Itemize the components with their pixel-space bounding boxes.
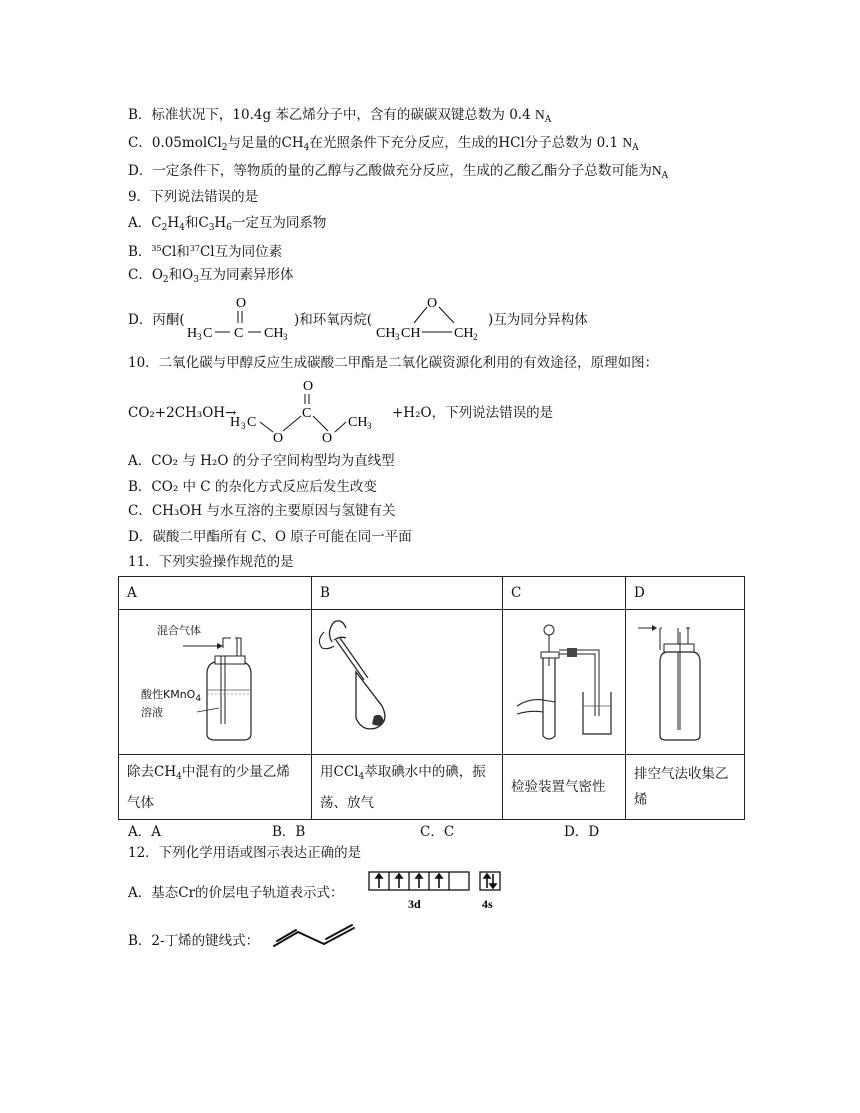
acetone-structure [184,290,294,340]
svg-text:H: H [230,415,241,430]
apparatus-b-cell [312,610,503,755]
svg-text:C: C [203,326,213,340]
header-d: D [626,577,745,610]
dimethyl-carbonate-structure [228,376,388,446]
svg-text:O: O [427,296,438,311]
svg-text:O: O [303,379,314,394]
gas-collection-bottle-icon [626,610,744,750]
q12-option-a: A．基态Cr的价层电子轨道表示式： [128,885,344,901]
separatory-funnel-icon [312,610,502,750]
svg-text:O: O [236,296,247,311]
svg-text:3: 3 [283,332,288,340]
orbital-3d-label: 3d [408,897,421,911]
svg-text:C: C [302,406,312,421]
q8-option-b: B．标准状况下，10.4g 苯乙烯分子中，含有的碳碳双键总数为 0.4 $N_A$ [128,107,552,125]
header-a: A [119,577,312,610]
apparatus-a-cell [119,610,312,755]
mixed-gas-label: 混合气体 [157,624,201,637]
q9-option-d-middle: )和环氧丙烷( [294,312,373,328]
svg-text:CH: CH [454,326,474,340]
q11-stem: 11．下列实验操作规范的是 [128,554,294,570]
header-b: B [312,577,503,610]
q10-equation-right: +H₂O，下列说法错误的是 [392,405,554,421]
butene-skeletal-formula [270,920,362,950]
q9-option-b: B．$^{35}$Cl和$^{37}$Cl互为同位素 [128,244,283,260]
apparatus-c-cell [503,610,626,755]
svg-text:CH: CH [401,326,421,340]
q12-stem: 12．下列化学用语或图示表达正确的是 [128,845,362,861]
q8-option-c: C．0.05molCl$_2$与足量的$CH_4$在光照条件下充分反应，生成的HCl分子总数为 0.1 $N_A$ [128,135,639,153]
gas-washing-bottle-icon [119,612,311,752]
q11-option-d: D．D [564,824,600,840]
svg-text:H: H [187,326,198,340]
q9-option-d-suffix: )互为同分异构体 [488,312,588,328]
caption-b: 用CCl$_4$萃取碘水中的碘，振荡、放气 [312,755,503,820]
epoxypropane-structure [374,290,489,340]
q9-option-a: A．$C_2H_4$和$C_3H_6$一定互为同系物 [128,215,327,233]
kmno4-label: 酸性KMnO$_4$ 溶液 [141,688,202,719]
svg-text:C: C [234,326,244,340]
orbital-4s-label: 4s [482,897,493,911]
table-header-row [119,577,745,610]
svg-text:O: O [322,431,333,446]
q11-option-b: B．B [272,824,306,840]
caption-c: 检验装置气密性 [503,755,626,820]
svg-text:3: 3 [367,421,372,431]
svg-text:CH: CH [376,326,396,340]
cr-orbital-diagram [368,868,508,912]
svg-text:3: 3 [197,332,202,340]
q8-option-d: D．一定条件下，等物质的量的乙醇与乙酸做充分反应，生成的乙酸乙酯分子总数可能为$N_A$ [128,163,669,181]
caption-a: 除去$CH_4$中混有的少量乙烯气体 [119,755,312,820]
svg-text:O: O [273,431,284,446]
experiment-table [118,576,745,820]
q11-option-a: A．A [128,824,161,840]
svg-text:3: 3 [241,421,246,431]
q10-option-c: C．CH₃OH 与水互溶的主要原因与氢键有关 [128,503,396,519]
q10-equation-left: CO₂+2CH₃OH→ [128,405,237,421]
header-c: C [503,577,626,610]
q11-option-c: C．C [420,824,455,840]
svg-text:C: C [247,415,257,430]
q12-option-b: B．2-丁烯的键线式： [128,933,260,949]
q10-option-b: B．CO₂ 中 C 的杂化方式反应后发生改变 [128,479,377,495]
q10-option-a: A．CO₂ 与 H₂O 的分子空间构型均为直线型 [128,453,395,469]
q9-stem: 9．下列说法错误的是 [128,189,259,205]
q10-stem: 10．二氧化碳与甲醇反应生成碳酸二甲酯是二氧化碳资源化利用的有效途径，原理如图： [128,355,659,371]
svg-text:3: 3 [395,332,400,340]
svg-text:2: 2 [473,332,478,340]
q10-option-d: D．碳酸二甲酯所有 C、O 原子可能在同一平面 [128,529,412,545]
apparatus-d-cell [626,610,745,755]
table-image-row [119,610,745,755]
svg-text:CH: CH [264,326,284,340]
q9-option-d-prefix: D．丙酮( [128,312,185,328]
caption-d: 排空气法收集乙烯 [626,755,745,820]
airtightness-test-icon [503,610,625,750]
table-caption-row [119,755,745,820]
svg-text:CH: CH [348,415,368,430]
q9-option-c: C．$O_2$和$O_3$互为同素异形体 [128,267,294,285]
